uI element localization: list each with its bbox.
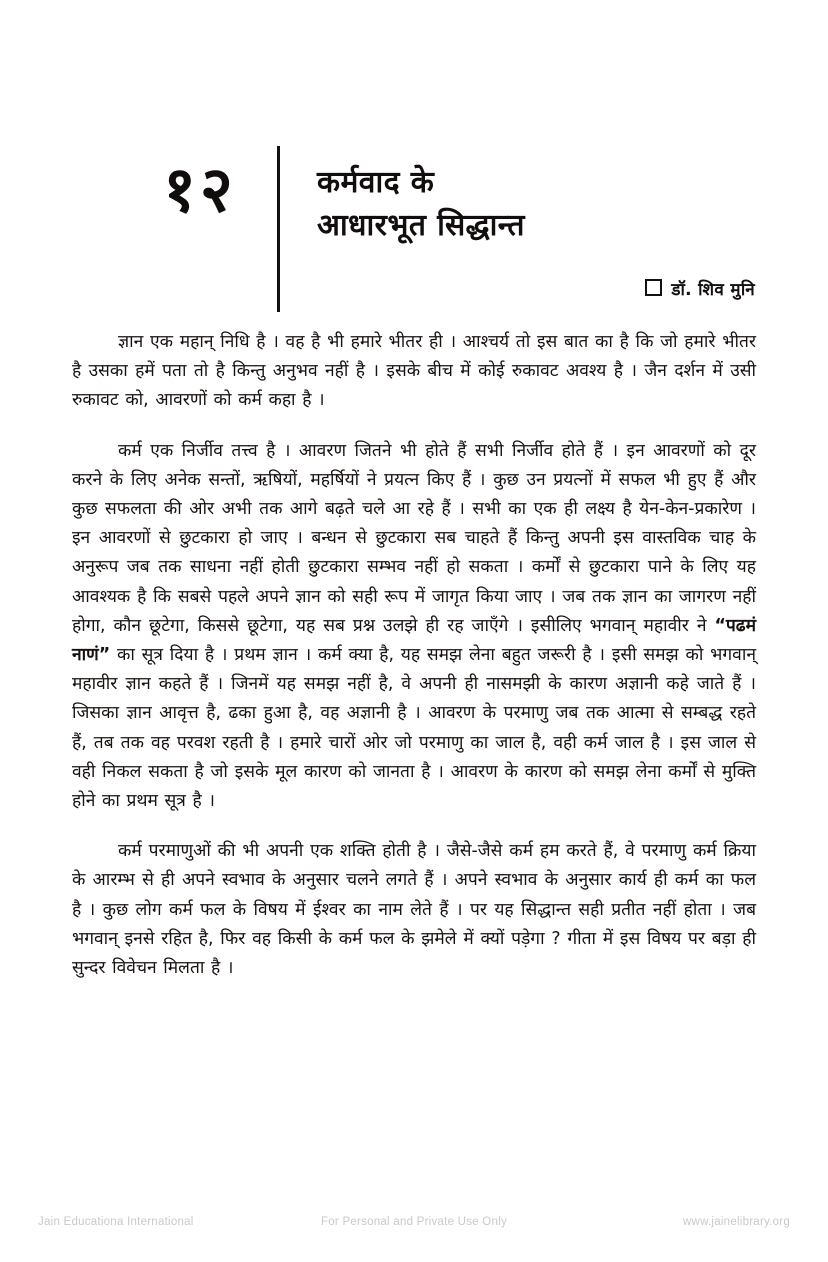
- chapter-header: [0, 150, 828, 320]
- chapter-title-line-2: आधारभूत सिद्धान्त: [317, 207, 525, 243]
- prakrit-sutra-quote: “पढमं नाणं”: [72, 615, 756, 666]
- paragraph-1: [72, 328, 756, 416]
- chapter-title: [317, 162, 767, 247]
- paragraph-2-text-after-sutra: का सूत्र दिया है । प्रथम ज्ञान । कर्म क्या है, यह समझ लेना बहुत जरूरी है । इसी समझ को भगवान् महावीर ज्ञान कहते हैं । जिनमें यह समझ नहीं है, वे अपनी ही नासमझी के कारण अज्ञानी कहे जाते हैं । जिसका ज्ञान आवृत्त है, ढका हुआ है, वह अज्ञानी है । आवरण के परमाणु जब तक आत्मा से सम्बद्ध रहते हैं, तब तक वह परवश रहती है । हमारे चारों ओर जो परमाणु का जाल है, वही कर्म जाल है । इस जाल से वही निकल सकता है जो इसके मूल कारण को जानता है । आवरण के कारण को समझ लेना कर्मों से मुक्ति होने का प्रथम सूत्र है ।: [72, 645, 756, 812]
- paragraph-2-text-before-sutra: कर्म एक निर्जीव तत्त्व है । आवरण जितने भी होते हैं सभी निर्जीव होते हैं । इन आवरणों को दूर करने के लिए अनेक सन्तों, ऋषियों, महर्षियों ने प्रयत्न किए हैं । कुछ उन प्रयत्नों में सफल भी हुए हैं और कुछ सफलता की ओर अभी तक आगे बढ़ते चले आ रहे हैं । सभी का एक ही लक्ष्य है येन-केन-प्रकारेण । इन आवरणों से छुटकारा हो जाए । बन्धन से छुटकारा सब चाहते हैं किन्तु अपनी इस वास्तविक चाह के अनुरूप जब तक साधना नहीं होती छुटकारा सम्भव नहीं हो सकता । कर्मों से छुटकारा पाने के लिए यह आवश्यक है कि सबसे पहले अपने ज्ञान को सही रूप में जागृत किया जाए । जब तक ज्ञान का जागरण नहीं होगा, कौन छूटेगा, किससे छूटेगा, यह सब प्रश्न उलझे ही रह जाएँगे । इसीलिए भगवान् महावीर ने: [72, 440, 756, 636]
- chapter-number: १२: [163, 153, 237, 226]
- footer-website-link[interactable]: www.jainelibrary.org: [682, 1216, 790, 1228]
- paragraph-3: [72, 837, 756, 983]
- paragraph-1-text: ज्ञान एक महान् निधि है । वह है भी हमारे भीतर ही । आश्चर्य तो इस बात का है कि जो हमारे भीतर है उसका हमें पता तो है किन्तु अनुभव नहीं है । इसके बीच में कोई रुकावट अवश्य है । जैन दर्शन में उसी रुकावट को, आवरणों को कर्म कहा है ।: [72, 332, 756, 411]
- author-byline: [317, 277, 755, 300]
- paragraph-2: [72, 437, 756, 817]
- header-vertical-rule: [277, 146, 280, 312]
- page-footer: [0, 1216, 828, 1236]
- footer-organization: Jain Educationa International: [38, 1216, 194, 1228]
- square-bullet-icon: [645, 279, 662, 296]
- footer-usage-notice: For Personal and Private Use Only: [321, 1216, 507, 1228]
- chapter-title-line-1: कर्मवाद के: [317, 165, 435, 200]
- author-name: डॉ. शिव मुनि: [671, 280, 755, 300]
- paragraph-3-text: कर्म परमाणुओं की भी अपनी एक शक्ति होती है । जैसे-जैसे कर्म हम करते हैं, वे परमाणु कर्म क्रिया के आरम्भ से ही अपने स्वभाव के अनुसार चलने लगते हैं । अपने स्वभाव के अनुसार कार्य ही कर्म का फल है । कुछ लोग कर्म फल के विषय में ईश्वर का नाम लेते हैं । पर यह सिद्धान्त सही प्रतीत नहीं होता । जब भगवान् इनसे रहित है, फिर वह किसी के कर्म फल के झमेले में क्यों पड़ेगा ? गीता में इस विषय पर बड़ा ही सुन्दर विवेचन मिलता है ।: [72, 841, 756, 979]
- body-text: [72, 328, 756, 983]
